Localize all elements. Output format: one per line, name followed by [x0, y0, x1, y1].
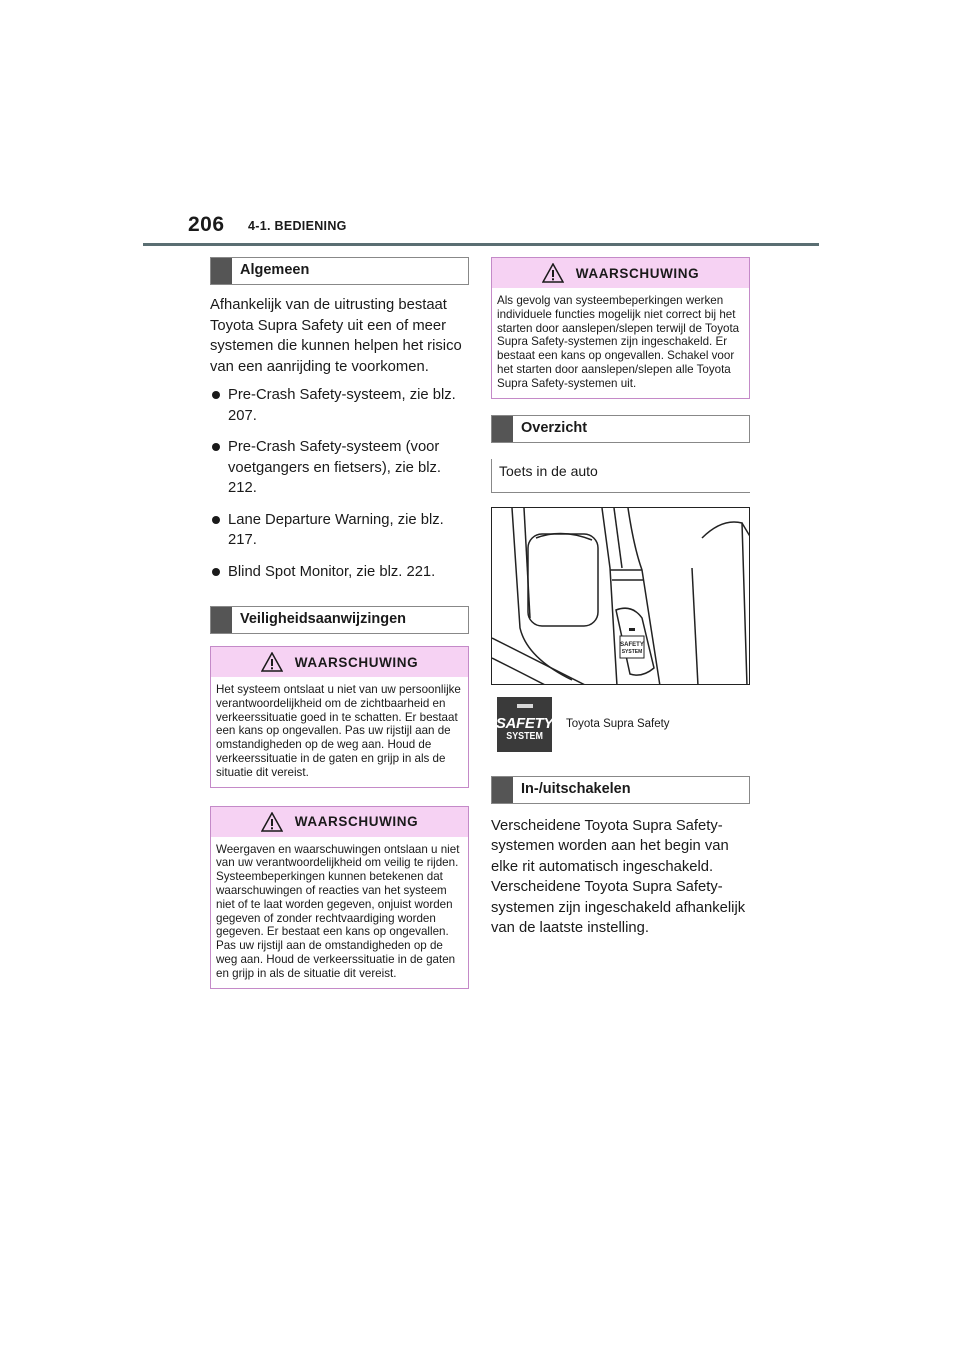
legend-label: Toyota Supra Safety	[566, 718, 670, 731]
warning-text: Als gevolg van systeembeperkingen werken individuele functies mogelijk niet correct bij het starten door aanslepen/slepen terwijl de Toyota Supra Safety-systemen zijn ingeschakeld. Er bestaat een kans op ongevallen. Schakel voor het starten door aanslepen/slepen alle Toyota Supra Safety-systemen uit.	[497, 294, 740, 390]
list-item: Lane Departure Warning, zie blz. 217.	[210, 510, 469, 551]
warning-box	[210, 646, 469, 788]
right-column	[491, 257, 750, 947]
intro-paragraph: Afhankelijk van de uitrusting bestaat Toyota Supra Safety uit een of meer systemen die kunnen helpen het risico van een aanrijding te voorkomen.	[210, 297, 462, 375]
list-item: Pre-Crash Safety-systeem, zie blz. 207.	[210, 385, 469, 426]
left-column	[210, 257, 469, 1007]
heading-bar	[492, 777, 513, 803]
safety-system-button-icon	[497, 697, 552, 752]
center-console-drawing	[492, 508, 750, 685]
console-button-line2: SYSTEM	[621, 648, 643, 655]
warning-triangle-icon	[261, 812, 283, 832]
warning-title: WAARSCHUWING	[575, 265, 700, 281]
list-item: Blind Spot Monitor, zie blz. 221.	[210, 562, 469, 583]
heading-text: Algemeen	[240, 262, 310, 278]
console-illustration	[491, 507, 750, 685]
sub-label: Toets in de auto	[491, 459, 750, 493]
warning-title: WAARSCHUWING	[294, 814, 419, 830]
heading-bar	[211, 258, 232, 284]
heading-text: Veiligheidsaanwijzingen	[240, 611, 406, 627]
indicator-led	[517, 704, 533, 708]
warning-title: WAARSCHUWING	[294, 654, 419, 670]
warning-text: Weergaven en waarschuwingen ontslaan u niet van uw verantwoordelijkheid om veilig te rijden. Systeembeperkingen kunnen betekenen dat waarschuwingen of reacties van het systeem niet of te laat worden gegeven, onjuist worden gegeven of zonder rechtvaardiging worden gegeven. Er bestaat een kans op ongevallen. Pas uw rijstijl aan de omstandigheden op de weg aan. Houd de verkeerssituatie in de gaten en grijp in als de situatie dit vereist.	[216, 842, 460, 980]
button-line2: SYSTEM	[506, 730, 543, 743]
warning-header	[211, 807, 468, 837]
heading-bar	[211, 607, 232, 633]
button-line1: SAFETY	[495, 715, 554, 733]
legend-row	[491, 697, 750, 752]
section-heading-overview	[491, 415, 750, 443]
warning-triangle-icon	[542, 263, 564, 283]
warning-triangle-icon	[261, 652, 283, 672]
section-heading-safety	[210, 606, 469, 634]
section-heading-toggle	[491, 776, 750, 804]
warning-header	[211, 647, 468, 677]
section-heading-general	[210, 257, 469, 285]
systems-list	[210, 385, 469, 582]
warning-box	[491, 257, 750, 399]
toggle-paragraph: Verscheidene Toyota Supra Safety-systemen worden aan het begin van elke rit automatisch ingeschakeld. Verscheidene Toyota Supra Safety-systemen zijn ingeschakeld afhankelijk van de laatste instelling.	[491, 817, 746, 937]
warning-text: Het systeem ontslaat u niet van uw persoonlijke verantwoordelijkheid om de zichtbaarheid en verkeerssituatie goed in te schatten. Er bestaat een kans op ongevallen. Pas uw rijstijl aan de omstandigheden op de weg aan. Houd de verkeerssituatie in de gaten en grijp in als de situatie dit vereist.	[216, 683, 461, 779]
console-button-line1: SAFETY	[620, 641, 644, 648]
heading-text: In-/uitschakelen	[521, 780, 631, 797]
list-item: Pre-Crash Safety-systeem (voor voetgangers en fietsers), zie blz. 212.	[210, 437, 469, 499]
warning-box	[210, 806, 469, 989]
heading-bar	[492, 416, 513, 442]
header-rule	[143, 243, 819, 246]
chapter-title: 4-1. BEDIENING	[248, 219, 347, 233]
page-number: 206	[188, 213, 225, 236]
warning-header	[492, 258, 749, 288]
heading-text: Overzicht	[521, 419, 588, 436]
